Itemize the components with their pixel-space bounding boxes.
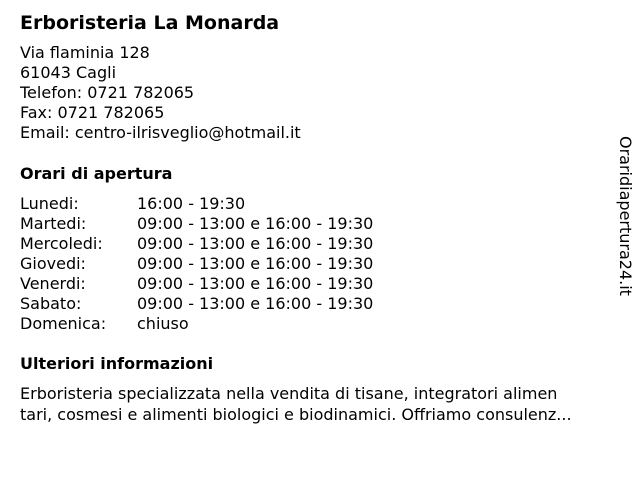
store-card	[20, 0, 610, 480]
time-range: 09:00 - 13:00 e 16:00 - 19:30	[137, 294, 374, 313]
store-name: Erboristeria La Monarda	[20, 12, 280, 34]
hours-row-monday	[20, 194, 470, 214]
hours-row-tuesday	[20, 214, 470, 234]
time-range: chiuso	[137, 314, 189, 333]
time-range: 16:00 - 19:30	[137, 194, 246, 213]
hours-row-wednesday	[20, 234, 470, 254]
day-label: Mercoledi:	[20, 234, 103, 253]
phone-number: Telefon: 0721 782065	[20, 83, 195, 102]
more-info-heading: Ulteriori informazioni	[20, 354, 214, 373]
hours-row-friday	[20, 274, 470, 294]
street-address: Via flaminia 128	[20, 43, 150, 62]
fax-number: Fax: 0721 782065	[20, 103, 165, 122]
day-label: Venerdi:	[20, 274, 86, 293]
time-range: 09:00 - 13:00 e 16:00 - 19:30	[137, 214, 374, 233]
day-label: Lunedi:	[20, 194, 79, 213]
description-line: Erboristeria specializzata nella vendita di tisane, integratori alimen	[20, 384, 558, 403]
postal-city: 61043 Cagli	[20, 63, 117, 82]
hours-row-thursday	[20, 254, 470, 274]
day-label: Domenica:	[20, 314, 107, 333]
opening-hours-list	[20, 194, 470, 334]
time-range: 09:00 - 13:00 e 16:00 - 19:30	[137, 274, 374, 293]
day-label: Sabato:	[20, 294, 82, 313]
email-address: Email: centro-ilrisveglio@hotmail.it	[20, 123, 301, 142]
time-range: 09:00 - 13:00 e 16:00 - 19:30	[137, 254, 374, 273]
day-label: Martedi:	[20, 214, 87, 233]
time-range: 09:00 - 13:00 e 16:00 - 19:30	[137, 234, 374, 253]
contact-block	[20, 43, 301, 143]
day-label: Giovedi:	[20, 254, 86, 273]
description-line: tari, cosmesi e alimenti biologici e biodinamici. Offriamo consulenz...	[20, 405, 572, 424]
opening-hours-heading: Orari di apertura	[20, 164, 173, 183]
store-description	[20, 383, 620, 425]
hours-row-saturday	[20, 294, 470, 314]
hours-row-sunday	[20, 314, 470, 334]
site-watermark: Oraridiapertura24.it	[616, 136, 635, 296]
